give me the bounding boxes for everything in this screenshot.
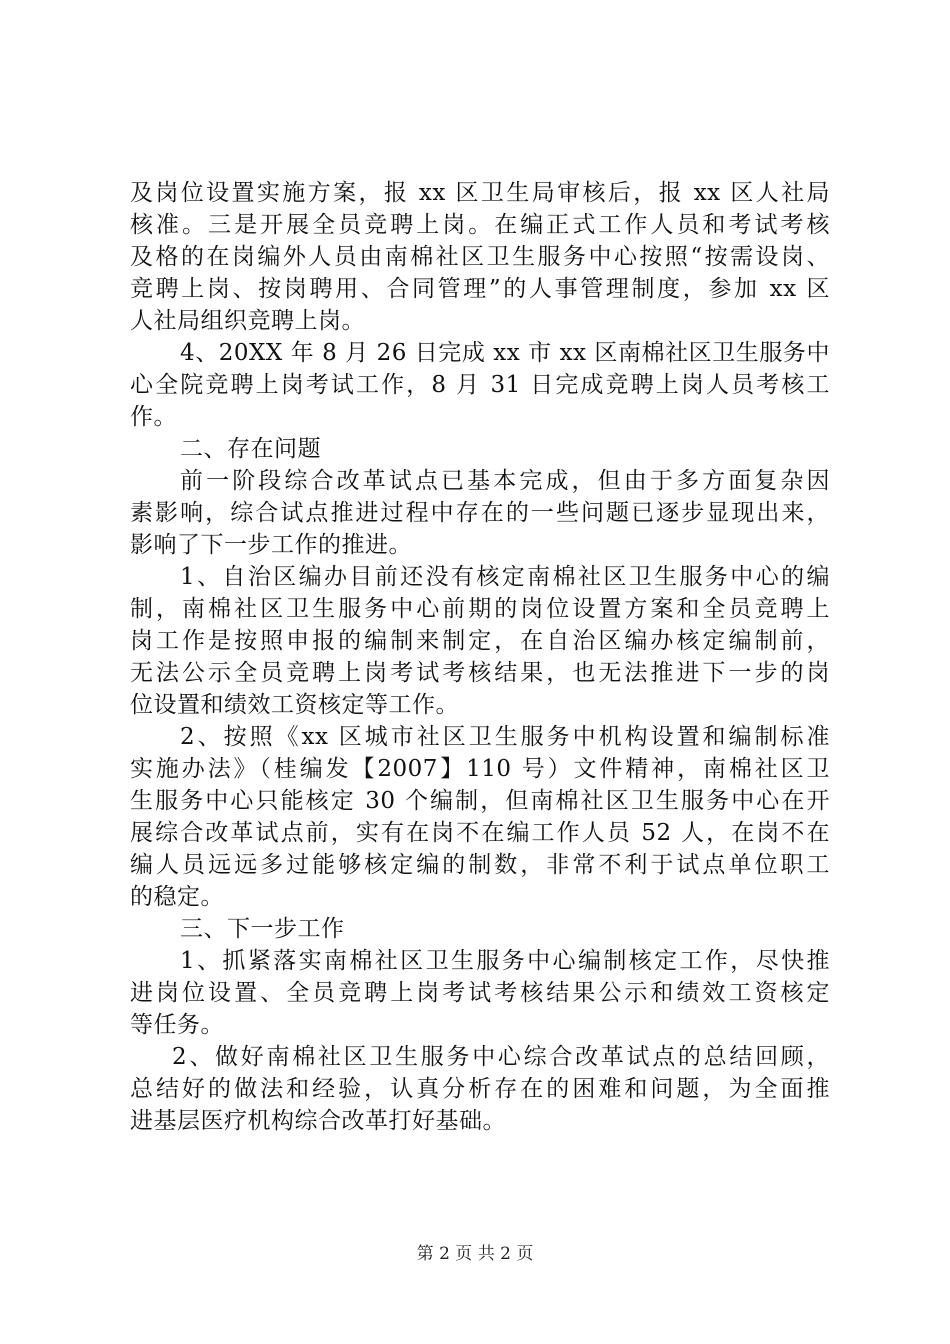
text-line: 总结好的做法和经验，认真分析存在的困难和问题，为全面推	[130, 1076, 830, 1102]
text-line: 的稳定。	[130, 884, 224, 910]
text-line: 编人员远远多过能够核定编的制数，非常不利于试点单位职工	[130, 852, 830, 878]
text-line: 1、抓紧落实南棉社区卫生服务中心编制核定工作，尽快推	[180, 948, 830, 974]
text-line: 心全院竞聘上岗考试工作，8 月 31 日完成竞聘上岗人员考核工	[130, 372, 830, 398]
text-line: 1、自治区编办目前还没有核定南棉社区卫生服务中心的编	[180, 564, 830, 590]
text-line: 及格的在岗编外人员由南棉社区卫生服务中心按照“按需设岗、	[130, 244, 830, 270]
text-line: 进基层医疗机构综合改革打好基础。	[130, 1108, 506, 1134]
text-line: 制，南棉社区卫生服务中心前期的岗位设置方案和全员竞聘上	[130, 596, 830, 622]
text-line: 前一阶段综合改革试点已基本完成，但由于多方面复杂因	[180, 468, 830, 494]
text-line: 生服务中心只能核定 30 个编制，但南棉社区卫生服务中心在开	[130, 788, 830, 814]
text-line: 素影响，综合试点推进过程中存在的一些问题已逐步显现出来，	[130, 500, 830, 526]
text-line: 4、20XX 年 8 月 26 日完成 xx 市 xx 区南棉社区卫生服务中	[180, 340, 830, 366]
text-line: 2、做好南棉社区卫生服务中心综合改革试点的总结回顾，	[172, 1044, 830, 1070]
text-line: 位设置和绩效工资核定等工作。	[130, 692, 459, 718]
text-line: 进岗位设置、全员竞聘上岗考试考核结果公示和绩效工资核定	[130, 980, 830, 1006]
text-line: 影响了下一步工作的推进。	[130, 532, 412, 558]
text-line: 实施办法》（桂编发【2007】110 号）文件精神，南棉社区卫	[130, 756, 830, 782]
text-line: 及岗位设置实施方案，报 xx 区卫生局审核后，报 xx 区人社局	[130, 180, 830, 206]
section-heading: 二、存在问题	[180, 436, 321, 462]
text-line: 竞聘上岗、按岗聘用、合同管理”的人事管理制度，参加 xx 区	[130, 276, 830, 302]
section-heading: 三、下一步工作	[180, 916, 345, 942]
text-line: 2、按照《xx 区城市社区卫生服务中机构设置和编制标准	[180, 724, 830, 750]
text-line: 岗工作是按照申报的编制来制定，在自治区编办核定编制前，	[130, 628, 830, 654]
text-line: 等任务。	[130, 1012, 224, 1038]
text-line: 人社局组织竞聘上岗。	[130, 308, 365, 334]
text-line: 无法公示全员竞聘上岗考试考核结果，也无法推进下一步的岗	[130, 660, 830, 686]
text-line: 核准。三是开展全员竞聘上岗。在编正式工作人员和考试考核	[130, 212, 830, 238]
text-line: 作。	[130, 404, 177, 430]
text-line: 展综合改革试点前，实有在岗不在编工作人员 52 人，在岗不在	[130, 820, 830, 846]
page-footer: 第 2 页 共 2 页	[416, 1244, 534, 1264]
